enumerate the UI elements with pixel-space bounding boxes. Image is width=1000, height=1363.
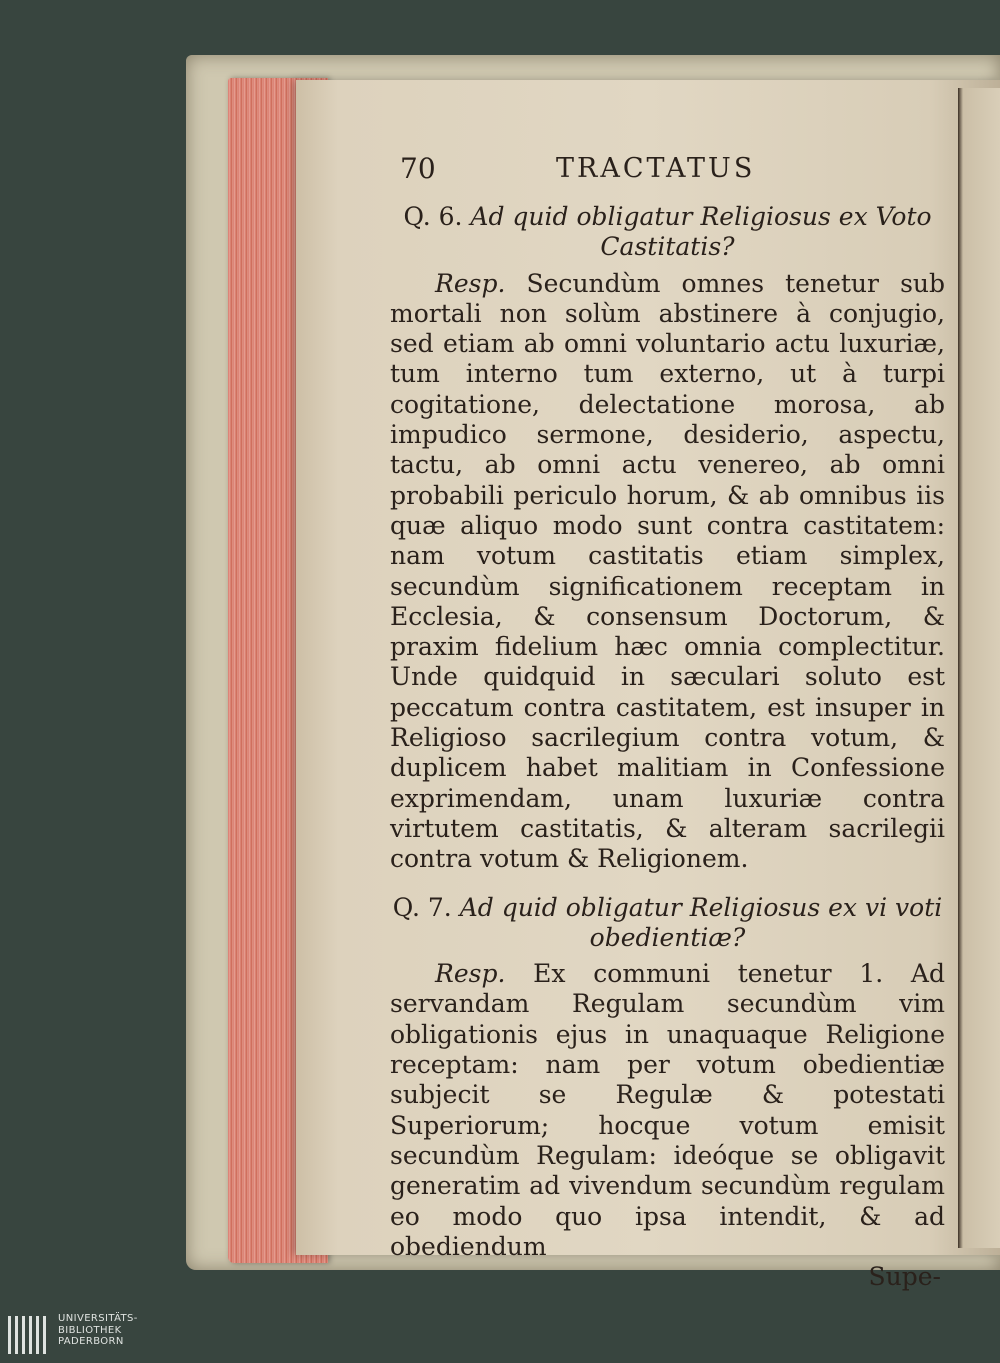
library-name	[58, 1313, 138, 1348]
question-6-title: Ad quid obligatur Religiosus ex Voto	[470, 202, 932, 231]
library-logo-icon	[4, 1310, 50, 1360]
answer-7-label: Resp.	[435, 959, 506, 989]
question-7-number: Q. 7.	[392, 892, 452, 922]
question-7-heading	[390, 893, 945, 923]
page-text	[390, 150, 945, 1292]
library-name-line3: PADERBORN	[58, 1336, 124, 1347]
answer-7-body: Ex communi tenetur 1. Ad servandam Regulam secundùm vim obligationis ejus in unaquaque Religione receptam: nam per votum obedientiæ subjecit se Regulæ & potestati Superiorum; hocque votum emisit secundùm Regulam: ideóque se obligavit generatim ad vivendum secundùm regulam eo modo quo ipsa intendit, & ad obediendum	[390, 959, 945, 1261]
question-7-title-cont: obedientiæ?	[589, 922, 746, 952]
question-6-number: Q. 6.	[403, 202, 463, 231]
answer-6	[390, 269, 945, 875]
running-title: TRACTATUS	[556, 153, 756, 184]
catchword: Supe-	[868, 1262, 941, 1292]
answer-6-body: Secundùm omnes tenetur sub mortali non solùm abstinere à conjugio, sed etiam ab omni voluntario actu luxuriæ, tum interno tum externo, ut à turpi cogitatione, delectatione morosa, ab impudico sermone, desiderio, aspectu, tactu, ab omni actu venereo, ab omni probabili periculo horum, & ab omnibus iis quæ aliquo modo sunt contra castitatem: nam votum castitatis etiam simplex, secundùm significationem receptam in Ecclesia, & consensum Doctorum, & praxim fidelium hæc omnia complectitur. Unde quidquid in sæculari soluto est peccatum contra castitatem, est insuper in Religioso sacrilegium contra votum, & duplicem habet malitiam in Confessione exprimendam, unam luxuriæ contra virtutem castitatis, & alteram sacrilegii contra votum & Religionem.	[390, 268, 946, 874]
library-logo	[4, 1310, 154, 1360]
answer-7	[390, 959, 945, 1262]
library-name-line2: BIBLIOTHEK	[58, 1324, 122, 1336]
page-number: 70	[400, 152, 436, 185]
question-7-title: Ad quid obligatur Religiosus ex vi voti	[459, 892, 943, 922]
question-6-title-cont: Castitatis?	[600, 232, 735, 262]
facing-page-edge	[958, 88, 1000, 1248]
question-6-heading	[390, 202, 945, 232]
library-name-line1: UNIVERSITÄTS-	[58, 1313, 138, 1324]
answer-6-label: Resp.	[435, 268, 506, 298]
running-head	[390, 150, 945, 202]
